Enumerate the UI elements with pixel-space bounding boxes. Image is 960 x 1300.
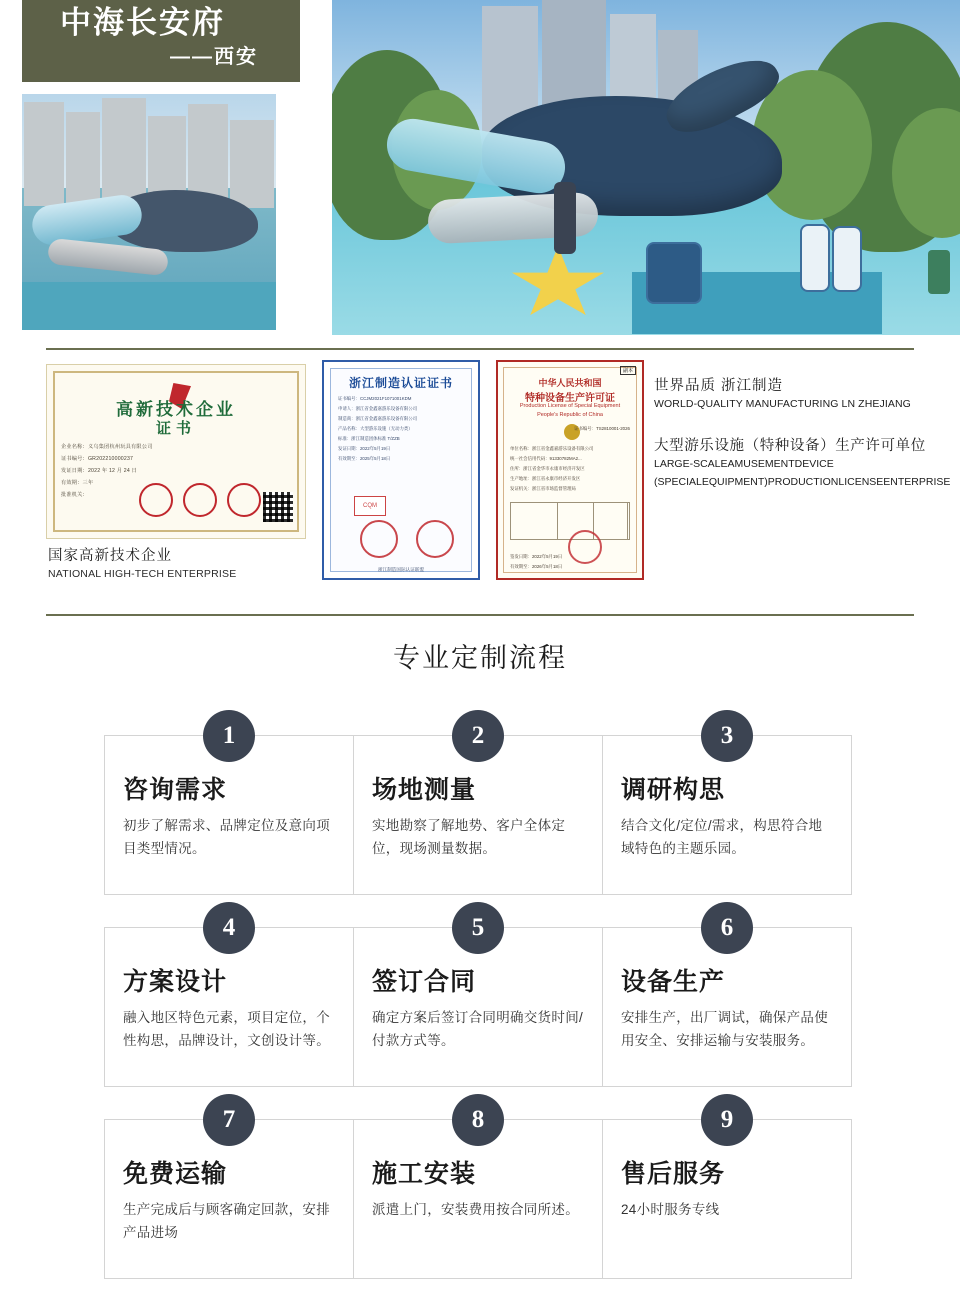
cert1-heading-1: 高新技术企业: [116, 400, 236, 419]
red-stamp-icon: [416, 520, 454, 558]
cert3-copy-label: 副本: [620, 366, 636, 375]
certificates-section: [0, 348, 960, 616]
cert2-title: 浙江制造认证证书: [348, 376, 453, 390]
cert2-field: 产品名称：大型游乐设施（无动力类）: [338, 426, 413, 431]
step-title: 售后服务: [621, 1160, 726, 1188]
photo-building: [24, 102, 64, 206]
cert3-country: 中华人民共和国: [538, 378, 602, 388]
process-row-2: [104, 914, 856, 1087]
cert1-field: 证书编号：GR202210000237: [61, 456, 134, 462]
photo-rubber-floor: [22, 282, 276, 330]
seal-icon: [139, 483, 173, 517]
process-step-9: [602, 1106, 852, 1279]
step-desc: 生产完成后与顾客确定回款，安排产品进场: [123, 1202, 330, 1240]
certificate-high-tech-enterprise: [46, 364, 306, 539]
step-number-badge: 8: [452, 1094, 504, 1146]
process-step-4: [104, 914, 354, 1087]
process-step-5: [353, 914, 603, 1087]
step-title: 免费运输: [123, 1160, 228, 1188]
project-title-card: [22, 0, 300, 82]
project-title-sub: ——西安: [170, 46, 258, 68]
cert2-field: 有效期至：2025年5月18日: [338, 456, 391, 461]
process-step-7: [104, 1106, 354, 1279]
process-step-6: [602, 914, 852, 1087]
certificate-zhejiang-manufacturing: [322, 360, 480, 580]
cert2-field: 证书编号：CCJM2021F1071001KDM: [338, 396, 412, 401]
right-text-line2-cn: 大型游乐设施（特种设备）生产许可单位: [654, 438, 926, 454]
step-desc: 24小时服务专线: [621, 1202, 720, 1217]
step-desc: 初步了解需求、品牌定位及意向项目类型情况。: [123, 818, 330, 856]
red-stamp-icon: [568, 530, 602, 564]
hero-left-column: [22, 0, 322, 340]
cert3-number: 证书编号：TS2810001-2026: [574, 426, 630, 431]
step-number-badge: 3: [701, 710, 753, 762]
cert1-field: 企业名称：义乌集团杭州玩具有限公司: [61, 444, 153, 450]
step-desc: 实地勘察了解地势、客户全体定位，现场测量数据。: [372, 818, 566, 856]
step-title: 调研构思: [621, 776, 726, 804]
process-step-3: [602, 722, 852, 895]
divider-top: [46, 348, 914, 350]
step-title: 咨询需求: [123, 776, 228, 804]
step-desc: 派遣上门，安装费用按合同所述。: [372, 1202, 579, 1217]
cert1-field: 发证日期：2022 年 12 月 24 日: [61, 468, 137, 474]
project-title-cn: 中海长安府: [60, 5, 225, 40]
process-step-1: [104, 722, 354, 895]
render-child-figure: [554, 182, 576, 254]
certificate-special-equipment-license: [496, 360, 644, 580]
process-row-3: [104, 1106, 856, 1279]
cert3-field: 住所：浙江省金华市永康市经济开发区: [510, 466, 585, 471]
step-number-badge: 6: [701, 902, 753, 954]
divider-bottom: [46, 614, 914, 616]
right-text-line1-en: WORLD-QUALITY MANUFACTURING LN ZHEJIANG: [654, 398, 911, 410]
qr-code-icon: [263, 492, 293, 522]
step-number-badge: 5: [452, 902, 504, 954]
seal-icon: [183, 483, 217, 517]
cert2-field: 标准：浙江制造团体标准 T/ZZB: [338, 436, 400, 441]
cert2-field: 制造商：浙江省金鑫嘉游乐设备有限公司: [338, 416, 418, 421]
cqm-mark-icon: CQM: [354, 496, 386, 516]
step-number-badge: 2: [452, 710, 504, 762]
cert2-footer: 浙江制造国际认证联盟: [378, 567, 424, 572]
cert2-field: 发证日期：2022年5月19日: [338, 446, 391, 451]
cert-caption-en: NATIONAL HIGH-TECH ENTERPRISE: [48, 568, 237, 580]
cert3-field: 生产地址：浙江省永康市经济开发区: [510, 476, 581, 481]
step-title: 场地测量: [372, 776, 477, 804]
step-desc: 融入地区特色元素，项目定位，个性构思，品牌设计，文创设计等。: [123, 1010, 330, 1048]
rendering-whale-airplane-playground: [332, 0, 960, 335]
step-title: 签订合同: [372, 968, 477, 996]
render-play-equipment: [646, 242, 702, 304]
process-section-title: 专业定制流程: [393, 643, 567, 673]
cert3-issue-date: 签发日期：2022年5月19日: [510, 554, 563, 559]
cert1-field: 批准机关：: [61, 492, 88, 498]
step-number-badge: 4: [203, 902, 255, 954]
step-title: 方案设计: [123, 968, 228, 996]
cert3-field: 统一社会信用代码：91330782MA2...: [510, 456, 582, 461]
process-step-8: [353, 1106, 603, 1279]
right-text-line1-cn: 世界品质 浙江制造: [654, 378, 784, 394]
process-steps-grid: [104, 722, 856, 1300]
step-desc: 安排生产，出厂调试，确保产品使用安全、安排运输与安装服务。: [621, 1010, 828, 1048]
render-decor-figure: [928, 250, 950, 294]
step-number-badge: 7: [203, 1094, 255, 1146]
cert1-field: 有效期：三年: [61, 480, 94, 486]
photo-building: [230, 120, 274, 208]
cert3-title-en2: People's Republic of China: [537, 412, 603, 418]
cert3-valid-date: 有效期至：2026年5月18日: [510, 564, 563, 569]
cert3-field: 发证机关：浙江省市场监督管理局: [510, 486, 576, 491]
cert-caption-cn: 国家高新技术企业: [48, 548, 172, 564]
right-text-line2-en1: LARGE-SCALEAMUSEMENTDEVICE: [654, 458, 834, 470]
render-mascot: [832, 226, 862, 292]
step-number-badge: 1: [203, 710, 255, 762]
step-title: 设备生产: [621, 968, 726, 996]
red-stamp-icon: [360, 520, 398, 558]
process-step-2: [353, 722, 603, 895]
cert1-heading-2: 证书: [155, 420, 196, 437]
real-photo-whale-slide-playground: [22, 94, 276, 330]
step-number-badge: 9: [701, 1094, 753, 1146]
photo-building: [66, 112, 100, 208]
cert3-title-en1: Production License of Special Equipment: [519, 403, 621, 409]
hero-section: [0, 0, 960, 340]
cert3-field: 单位名称：浙江省金鑫嘉游乐设备有限公司: [510, 446, 594, 451]
cert2-field: 申请人：浙江省金鑫嘉游乐设备有限公司: [338, 406, 418, 411]
right-text-line2-en2: (SPECIALEQUIPMENT)PRODUCTIONLICENSEENTERPRISE: [654, 476, 951, 488]
cert3-license-table: [510, 502, 630, 540]
process-row-1: [104, 722, 856, 895]
photo-building: [102, 98, 146, 208]
step-desc: 确定方案后签订合同明确交货时间/付款方式等。: [372, 1010, 584, 1048]
render-mascot: [800, 224, 830, 292]
seal-icon: [227, 483, 261, 517]
cert3-title: 特种设备生产许可证: [525, 393, 615, 404]
step-desc: 结合文化/定位/需求，构思符合地域特色的主题乐园。: [621, 818, 823, 856]
step-title: 施工安装: [372, 1160, 477, 1188]
